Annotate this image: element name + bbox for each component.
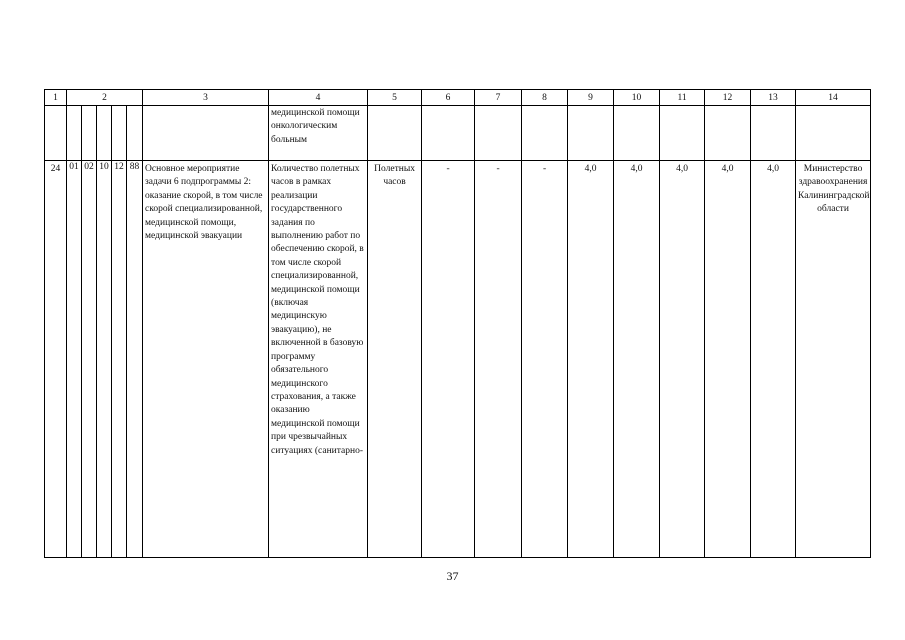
row-number-cell: 24 [45,161,67,558]
header-cell: 13 [751,90,796,106]
header-cell: 7 [475,90,522,106]
table-row [45,161,871,558]
code-cell: 01 [67,161,82,558]
value-cell-8: - [522,161,568,558]
continuation-row [45,106,871,161]
value-cell-12: 4,0 [705,161,751,558]
header-cell: 6 [422,90,475,106]
value-cell-10: 4,0 [614,161,660,558]
empty-cell [475,106,522,161]
header-row [45,90,871,106]
empty-cell [568,106,614,161]
empty-cell [67,106,82,161]
empty-cell [143,106,269,161]
executor-cell: Министерство здравоохранения Калининградской области [796,161,871,558]
value-cell-6: - [422,161,475,558]
empty-cell [368,106,422,161]
value-cell-9: 4,0 [568,161,614,558]
empty-cell [127,106,143,161]
indicator-cell: Количество полетных часов в рамках реализации государственного задания по выполнению работ по обеспечению скорой, в том числе скорой специализированной, медицинской помощи (включая медицинскую эвакуацию), не включенной в базовую программу обязательного медицинского страхования, а также оказанию медицинской помощи при чрезвычайных ситуациях (санитарно- [269,161,368,558]
empty-cell [751,106,796,161]
value-cell-11: 4,0 [660,161,705,558]
empty-cell [82,106,97,161]
continued-indicator-cell: медицинской помощи онкологическим больным [269,106,368,161]
header-cell: 12 [705,90,751,106]
header-cell: 10 [614,90,660,106]
header-cell: 4 [269,90,368,106]
code-cell: 02 [82,161,97,558]
code-cell: 10 [97,161,112,558]
empty-cell [796,106,871,161]
header-cell: 11 [660,90,705,106]
header-cell: 5 [368,90,422,106]
empty-cell [45,106,67,161]
empty-cell [614,106,660,161]
header-cell: 14 [796,90,871,106]
header-cell: 2 [67,90,143,106]
code-cell: 88 [127,161,143,558]
empty-cell [660,106,705,161]
page-number: 37 [446,569,459,583]
header-cell: 8 [522,90,568,106]
value-cell-7: - [475,161,522,558]
header-cell: 1 [45,90,67,106]
program-table [44,89,871,558]
empty-cell [112,106,127,161]
code-cell: 12 [112,161,127,558]
measure-name-cell: Основное мероприятие задачи 6 подпрограммы 2: оказание скорой, в том числе скорой специализированной, медицинской помощи, медицинской эвакуации [143,161,269,558]
value-cell-13: 4,0 [751,161,796,558]
empty-cell [522,106,568,161]
header-cell: 3 [143,90,269,106]
unit-cell: Полетных часов [368,161,422,558]
empty-cell [97,106,112,161]
header-cell: 9 [568,90,614,106]
empty-cell [422,106,475,161]
empty-cell [705,106,751,161]
